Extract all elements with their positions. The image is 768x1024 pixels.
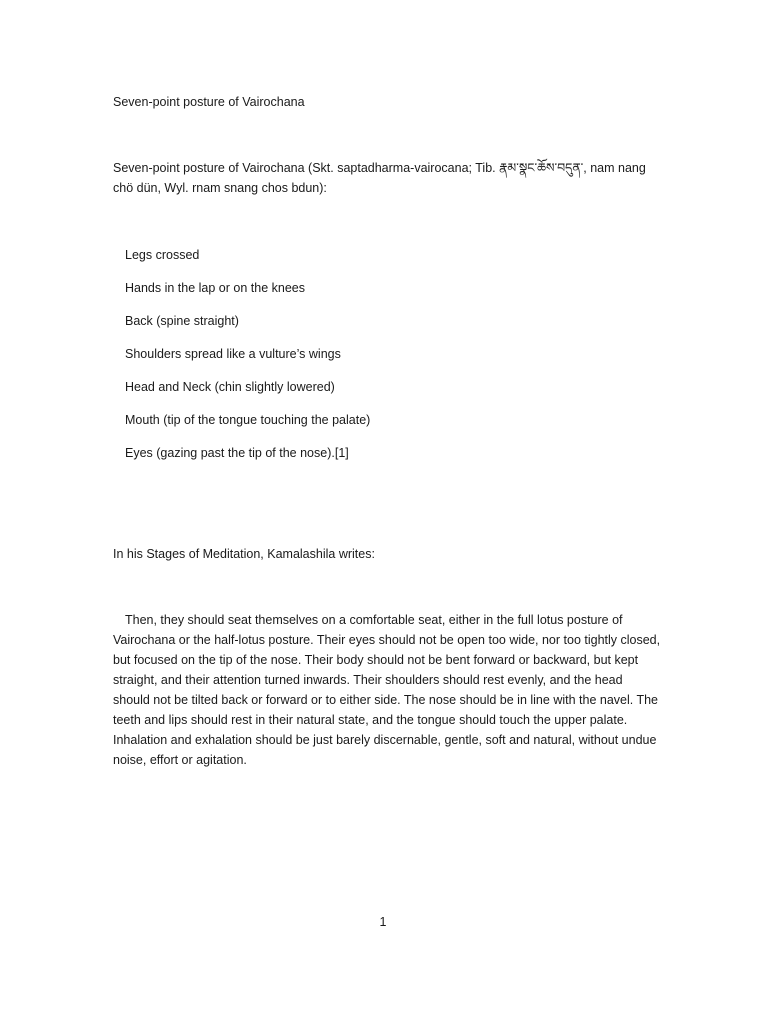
posture-point-legs: Legs crossed <box>125 248 200 262</box>
posture-point-shoulders: Shoulders spread like a vulture’s wings <box>125 347 341 361</box>
kamalashila-quote: Then, they should seat themselves on a comfortable seat, either in the full lotus posture of Vairochana or the half-lotus posture. Their eyes should not be open too wide, nor too tightly closed, but focused on the tip of the nose. Their body should not be bent forward or backward, but kept straight, and their attention turned inwards. Their shoulders should rest evenly, and the head should not be tilted back or forward or to either side. The nose should be in line with the navel. The teeth and lips should rest in their natural state, and the tongue should touch the upper palate. Inhalation and exhalation should be just barely discernable, gentle, soft and natural, without undue noise, effort or agitation. <box>113 613 661 767</box>
posture-point-mouth: Mouth (tip of the tongue touching the palate) <box>125 413 371 427</box>
posture-point-back: Back (spine straight) <box>125 314 239 328</box>
intro-paragraph: Seven-point posture of Vairochana (Skt. saptadharma-vairocana; Tib. རྣམ་སྣང་ཆོས་བདུན་, nam nang chö dün, Wyl. rnam snang chos bdun): <box>113 161 646 195</box>
quote-intro: In his Stages of Meditation, Kamalashila writes: <box>113 547 375 561</box>
posture-point-hands: Hands in the lap or on the knees <box>125 281 305 295</box>
document-title: Seven-point posture of Vairochana <box>113 95 305 109</box>
page-number: 1 <box>379 915 387 929</box>
posture-point-head-neck: Head and Neck (chin slightly lowered) <box>125 380 335 394</box>
posture-point-eyes: Eyes (gazing past the tip of the nose).[1] <box>125 446 349 460</box>
